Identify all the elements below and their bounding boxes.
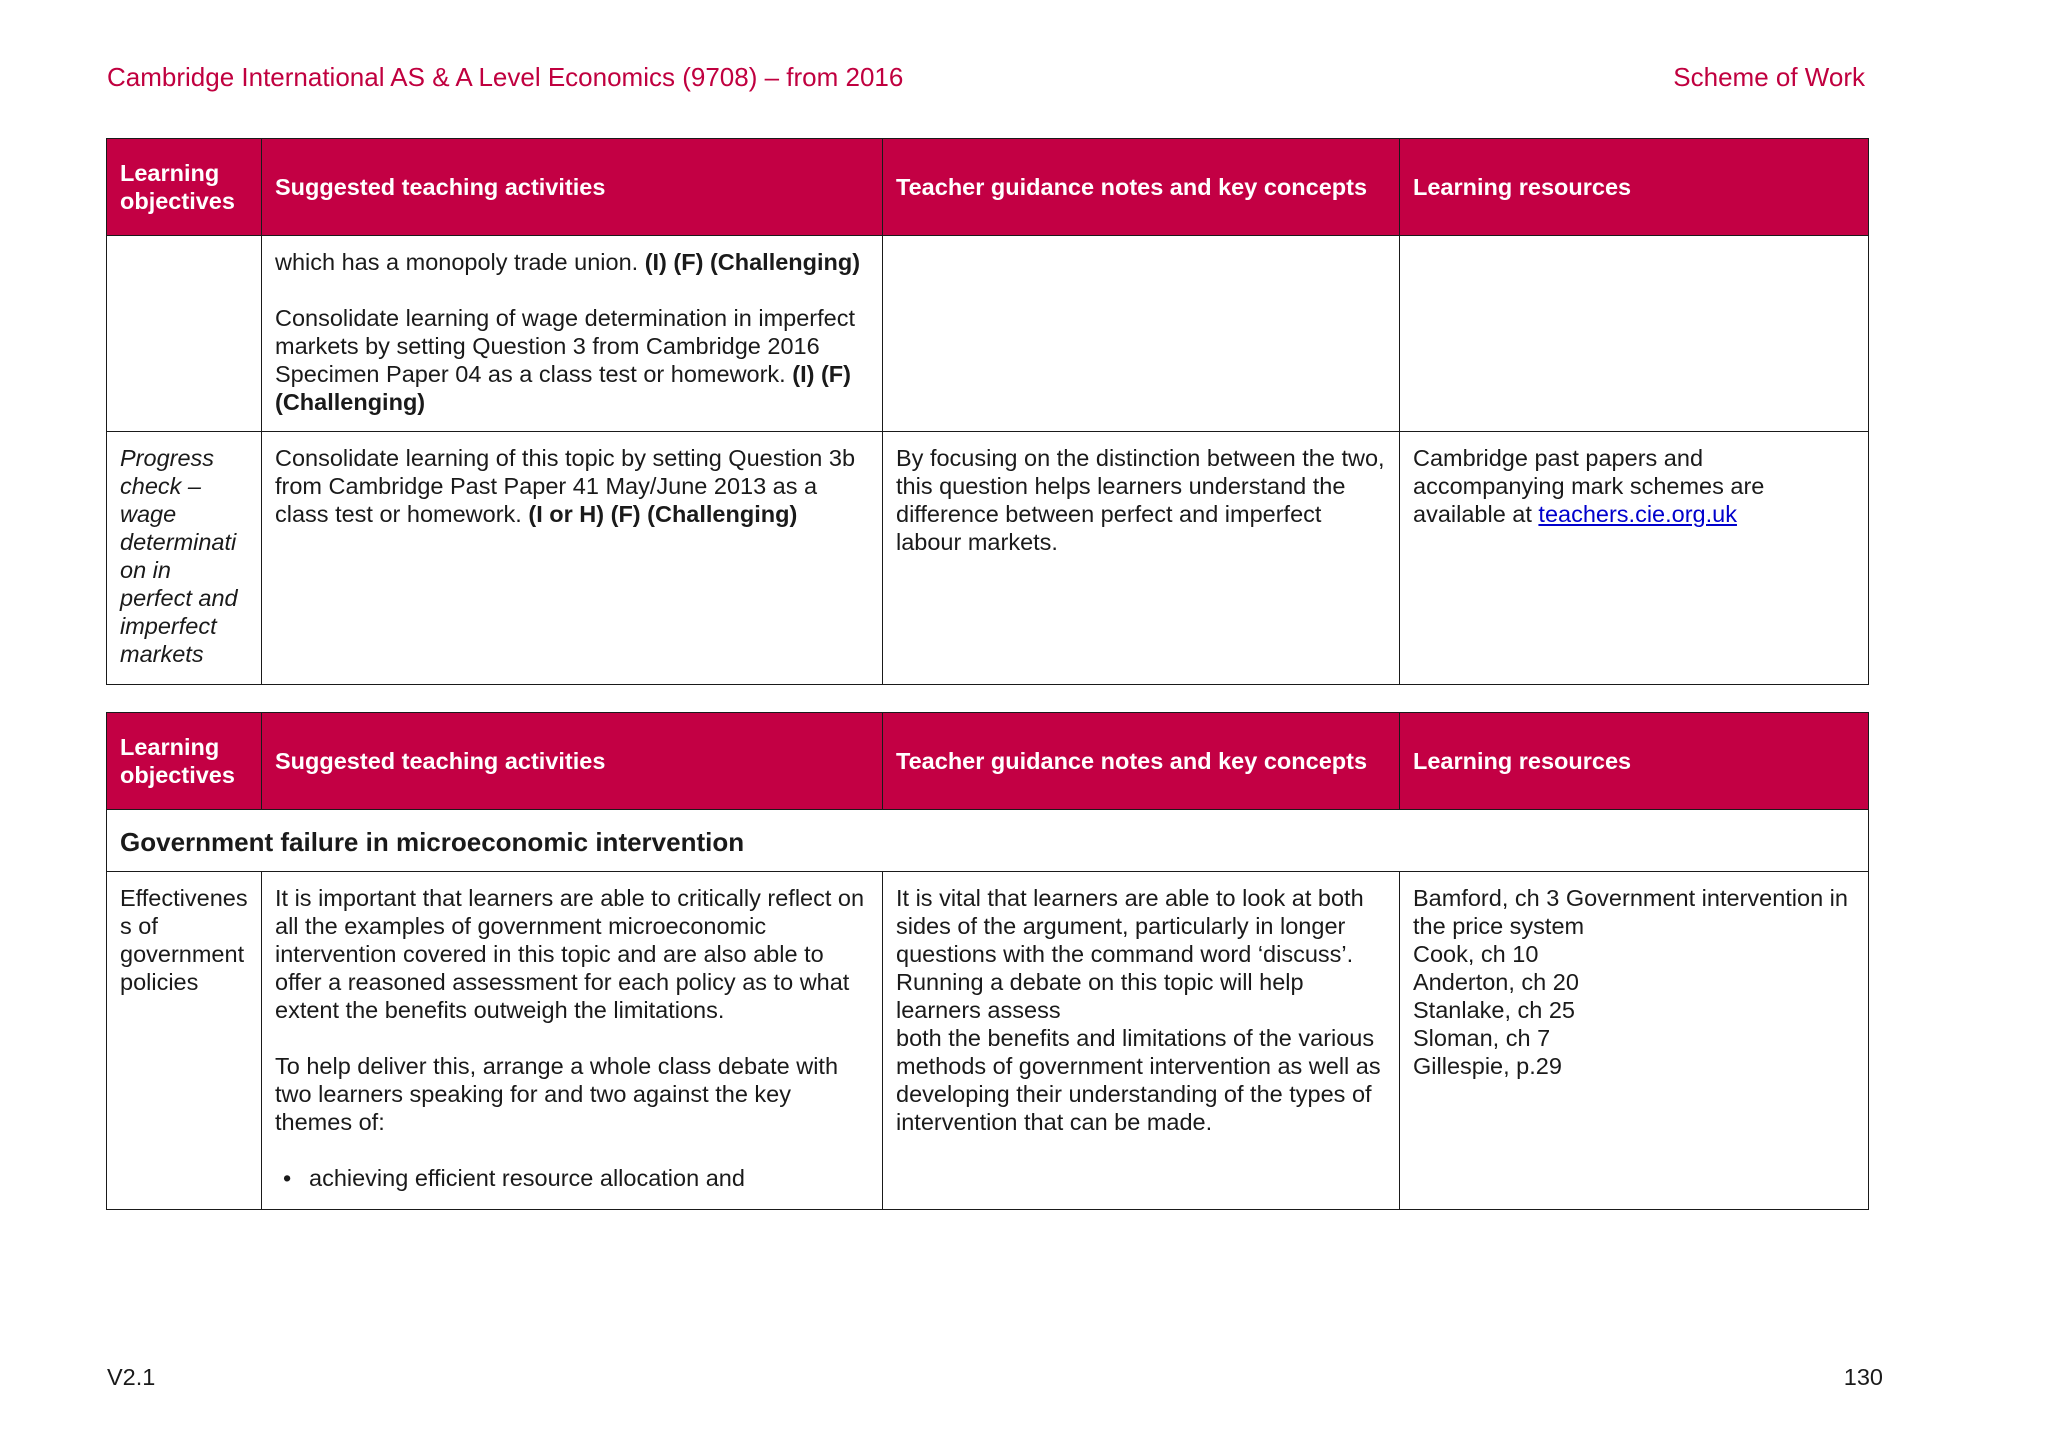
activity-paragraph: It is important that learners are able to critically reflect on all the examples of government microeconomic intervention covered in this topic and are also able to offer a reasoned assessment for each policy as to what extent the benefits outweigh the limitations. [275, 885, 865, 1023]
header-guidance-notes: Teacher guidance notes and key concepts [883, 713, 1400, 810]
table-header-row [107, 139, 1869, 236]
page-header [107, 62, 1865, 93]
table-header-row [107, 713, 1869, 810]
resources-cell [1400, 432, 1869, 685]
activity-paragraph [275, 304, 870, 416]
activity-text: Consolidate learning of this topic by setting Question 3b from Cambridge Past Paper 41 May/June 2013 as a class test or homework. [275, 445, 856, 527]
section-title: Government failure in microeconomic intervention [107, 810, 1869, 872]
scheme-table-1 [106, 138, 1869, 685]
header-learning-objectives: Learning objectives [107, 139, 262, 236]
table-row [107, 872, 1869, 1210]
document-type: Scheme of Work [1673, 62, 1865, 92]
guidance-text: both the benefits and limitations of the various methods of government intervention as well as developing their understanding of the types of intervention that can be made. [896, 1025, 1381, 1135]
objective-cell [107, 236, 262, 432]
activity-tag: (I) (F) (Challenging) [644, 249, 861, 275]
guidance-cell [883, 872, 1400, 1210]
objective-cell: Effectivenes s of government policies [107, 872, 262, 1210]
resource-item: Sloman, ch 7 [1413, 1025, 1551, 1051]
resource-item: Anderton, ch 20 [1413, 969, 1579, 995]
resource-item: Cook, ch 10 [1413, 941, 1539, 967]
guidance-text: It is vital that learners are able to look at both sides of the argument, particularly in longer questions with the command word ‘discuss’. Running a debate on this topic will help learners assess [896, 885, 1364, 1023]
header-guidance-notes: Teacher guidance notes and key concepts [883, 139, 1400, 236]
header-learning-resources: Learning resources [1400, 139, 1869, 236]
table-row [107, 432, 1869, 685]
activity-paragraph [275, 248, 870, 276]
activity-tag: (I or H) (F) (Challenging) [528, 501, 798, 527]
section-row [107, 810, 1869, 872]
resource-item: Bamford, ch 3 Government intervention in the price system [1413, 885, 1848, 939]
activity-tag: (I) (F) (Challenging) [275, 361, 851, 415]
activity-bullet-list [275, 1164, 870, 1192]
resource-item: Gillespie, p.29 [1413, 1053, 1562, 1079]
scheme-table-2 [106, 712, 1869, 1210]
page-footer [107, 1364, 1883, 1391]
activity-text: Consolidate learning of wage determination in imperfect markets by setting Question 3 from Cambridge 2016 Specimen Paper 04 as a class test or homework. [275, 305, 855, 387]
resource-item: Stanlake, ch 25 [1413, 997, 1575, 1023]
activity-cell [262, 236, 883, 432]
objective-cell: Progress check – wage determinati on in perfect and imperfect markets [107, 432, 262, 685]
page-number: 130 [1843, 1364, 1883, 1390]
resources-cell [1400, 872, 1869, 1210]
activity-cell [262, 872, 883, 1210]
activity-paragraph: To help deliver this, arrange a whole class debate with two learners speaking for and two against the key themes of: [275, 1053, 839, 1135]
header-learning-resources: Learning resources [1400, 713, 1869, 810]
header-teaching-activities: Suggested teaching activities [262, 139, 883, 236]
header-learning-objectives: Learning objectives [107, 713, 262, 810]
guidance-cell [883, 236, 1400, 432]
guidance-cell: By focusing on the distinction between the two, this question helps learners understand the difference between perfect and imperfect labour markets. [883, 432, 1400, 685]
teachers-site-link[interactable]: teachers.cie.org.uk [1538, 501, 1737, 527]
document-title: Cambridge International AS & A Level Economics (9708) – from 2016 [107, 62, 904, 92]
activity-text: which has a monopoly trade union. [275, 249, 639, 275]
list-item: • achieving efficient resource allocation and [309, 1164, 870, 1192]
version-label: V2.1 [107, 1364, 156, 1390]
header-teaching-activities: Suggested teaching activities [262, 713, 883, 810]
resources-cell [1400, 236, 1869, 432]
activity-cell [262, 432, 883, 685]
resources-text: Cambridge past papers and accompanying mark schemes are available at [1413, 445, 1765, 527]
table-row [107, 236, 1869, 432]
